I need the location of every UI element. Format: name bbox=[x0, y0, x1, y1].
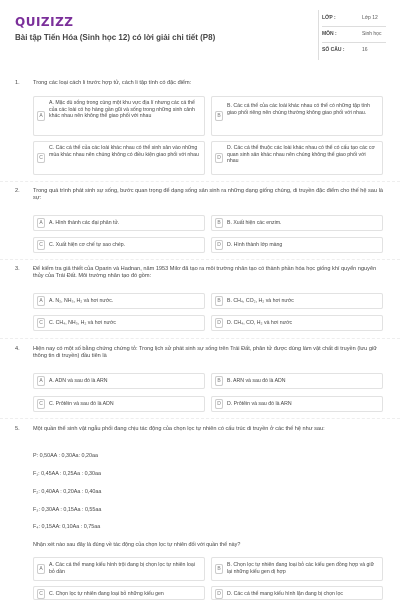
option-letter: A bbox=[37, 564, 45, 574]
question-number: 3. bbox=[15, 266, 20, 272]
q2-option-c[interactable]: C C. Xuất hiện cơ chế tự sao chép. bbox=[33, 237, 205, 253]
question-5-prompt: Nhận xét nào sau đây là đúng về tác động của chọn lọc tự nhiên đối với quần thể này? bbox=[33, 542, 241, 548]
worksheet-header: QUIZIZZ Bài tập Tiến Hóa (Sinh học 12) có lời giải chi tiết (P8) LỚP : Lớp 12 MÔN : Sinh học SỐ CÂU : 16 bbox=[0, 0, 400, 70]
divider bbox=[0, 181, 400, 182]
option-letter: C bbox=[37, 153, 45, 163]
option-letter: A bbox=[37, 296, 45, 306]
q1-option-b[interactable]: B B. Các cá thể của các loài khác nhau có thể có những tập tính giao phối riêng nên chúng thường không giao phối với nhau. bbox=[211, 96, 383, 136]
q4-option-c[interactable]: C C. Prôtêin và sau đó là ADN bbox=[33, 396, 205, 412]
q3-option-c[interactable]: C C. CH₄, NH₃, H₂ và hơi nước bbox=[33, 315, 205, 331]
option-letter: B bbox=[215, 376, 223, 386]
option-letter: C bbox=[37, 240, 45, 250]
option-letter: D bbox=[215, 318, 223, 328]
option-letter: C bbox=[37, 399, 45, 409]
question-stem: Một quần thể sinh vật ngẫu phối đang chịu tác động của chọn lọc tự nhiên có cấu trúc di truyền ở các thế hệ như sau: bbox=[33, 426, 325, 432]
q5-option-d[interactable]: D D. Các cá thể mang kiểu hình lặn đang bị chọn lọc bbox=[211, 586, 383, 600]
q5-option-c[interactable]: C C. Chọn lọc tự nhiên đang loại bỏ những kiểu gen bbox=[33, 586, 205, 600]
question-number: 1. bbox=[15, 80, 20, 86]
option-letter: C bbox=[37, 318, 45, 328]
option-letter: D bbox=[215, 153, 223, 163]
worksheet-title: Bài tập Tiến Hóa (Sinh học 12) có lời giải chi tiết (P8) bbox=[15, 33, 216, 42]
q1-option-a[interactable]: A A. Mặc dù sống trong cùng một khu vực địa lí nhưng các cá thể của các loài có họ hàng gần gũi và sống trong những sinh cảnh khác nhau nên không thể giao phối với nhau bbox=[33, 96, 205, 136]
q3-option-b[interactable]: B B. CH₄, CO₂, H₂ và hơi nước bbox=[211, 293, 383, 309]
q1-option-d[interactable]: D D. Các cá thể thuộc các loài khác nhau có thể có cấu tạo các cơ quan sinh sản khác nhau nên chúng không thể giao phối với nhau bbox=[211, 141, 383, 175]
option-letter: D bbox=[215, 240, 223, 250]
q3-option-a[interactable]: A A. N₂, NH₃, H₂ và hơi nước. bbox=[33, 293, 205, 309]
generation-p: P: 0,50AA : 0,30Aa: 0,20aa bbox=[33, 453, 99, 459]
option-letter: B bbox=[215, 218, 223, 228]
generation-f4: F₄: 0,15AA: 0,10Aa : 0,75aa bbox=[33, 524, 101, 530]
option-letter: A bbox=[37, 218, 45, 228]
option-letter: D bbox=[215, 399, 223, 409]
q3-option-d[interactable]: D D. CH₄, CO, H₂ và hơi nước bbox=[211, 315, 383, 331]
option-letter: B bbox=[215, 296, 223, 306]
q1-option-c[interactable]: C C. Các cá thể của các loài khác nhau có thể sinh sản vào những mùa khác nhau nên chúng không có điều kiện giao phối với nhau bbox=[33, 141, 205, 175]
header-divider bbox=[318, 10, 319, 60]
option-letter: C bbox=[37, 589, 45, 599]
question-stem: Hiện nay có một số bằng chứng chứng tỏ: Trong lịch sử phát sinh sự sống trên Trái Đất, phân tử được dùng làm vật chất di truyền (lưu giữ thông tin di truyền) đầu tiên là bbox=[33, 346, 377, 359]
option-letter: B bbox=[215, 111, 223, 121]
generation-f3: F₃: 0,30AA : 0,15Aa : 0,55aa bbox=[33, 507, 102, 513]
divider bbox=[0, 418, 400, 419]
q2-option-b[interactable]: B B. Xuất hiện các enzim. bbox=[211, 215, 383, 231]
q2-option-a[interactable]: A A. Hình thành các đại phân tử. bbox=[33, 215, 205, 231]
q4-option-a[interactable]: A A. ADN và sau đó là ARN bbox=[33, 373, 205, 389]
question-number: 2. bbox=[15, 188, 20, 194]
option-letter: A bbox=[37, 376, 45, 386]
generation-f1: F₁: 0,45AA : 0,25Aa : 0,30aa bbox=[33, 471, 102, 477]
divider bbox=[0, 259, 400, 260]
quizizz-logo: QUIZIZZ bbox=[15, 15, 74, 29]
q4-option-b[interactable]: B B. ARN và sau đó là ADN bbox=[211, 373, 383, 389]
option-letter: A bbox=[37, 111, 45, 121]
q4-option-d[interactable]: D D. Prôtêin và sau đó là ARN bbox=[211, 396, 383, 412]
question-stem: Để kiểm tra giả thiết của Oparin và Hadnan, năm 1953 Milơ đã tạo ra môi trường nhân tạo có thành phần hóa học giống khí quyển nguyên thủy của Trái Đất. Môi trường nhân tạo đó gồm: bbox=[33, 266, 377, 279]
divider bbox=[0, 338, 400, 339]
question-number: 5. bbox=[15, 426, 20, 432]
generation-f2: F₂: 0,40AA : 0,20Aa : 0,40aa bbox=[33, 489, 102, 495]
option-letter: B bbox=[215, 564, 223, 574]
option-letter: D bbox=[215, 589, 223, 599]
q2-option-d[interactable]: D D. Hình thành lớp màng bbox=[211, 237, 383, 253]
question-stem: Trong quá trình phát sinh sự sống, bước quan trọng để dạng sống sản sinh ra những dạng giống chúng, di truyền đặc điểm cho thế hệ sau là sự: bbox=[33, 188, 383, 201]
question-number: 4. bbox=[15, 346, 20, 352]
q5-option-b[interactable]: B B. Chọn lọc tự nhiên đang loại bỏ các kiểu gen đồng hợp và giữ lại những kiểu gen dị hợp bbox=[211, 557, 383, 581]
q5-option-a[interactable]: A A. Các cá thể mang kiểu hình trội đang bị chọn lọc tự nhiên loại bỏ dần bbox=[33, 557, 205, 581]
question-stem: Trong các loại cách li trước hợp tử, cách li tập tính có đặc điểm: bbox=[33, 80, 192, 86]
